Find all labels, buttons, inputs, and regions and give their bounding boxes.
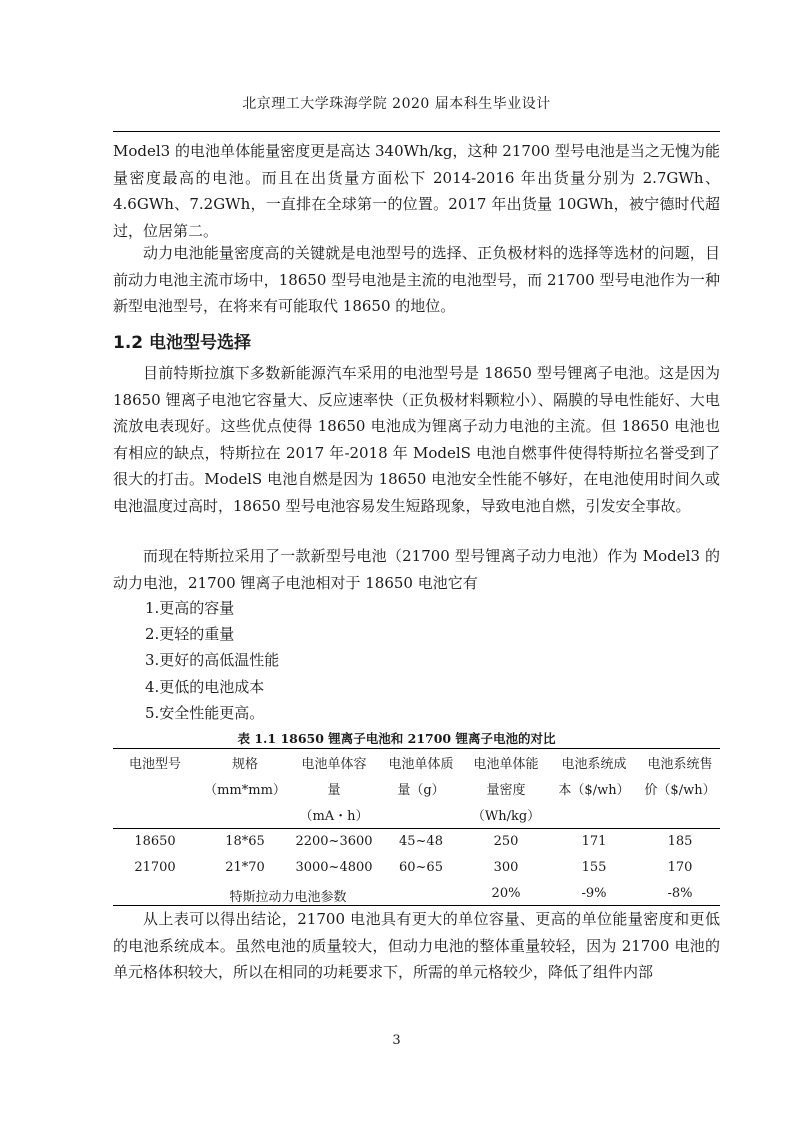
table-header-cell: 本（$/wh） bbox=[558, 783, 630, 798]
table-cell: 3000~4800 bbox=[295, 860, 373, 875]
table-cell: 45~48 bbox=[399, 834, 443, 849]
table-header-cell: 量 bbox=[327, 783, 341, 798]
table-cell: 18*65 bbox=[225, 834, 265, 849]
table-cell: 21*70 bbox=[225, 860, 265, 875]
table-cell: 250 bbox=[493, 834, 519, 849]
list-item: 2.更轻的重量 bbox=[145, 625, 235, 644]
table-header-rule bbox=[113, 828, 720, 829]
table-cell: 171 bbox=[581, 834, 607, 849]
table-header-cell: 电池系统售 bbox=[647, 757, 713, 772]
list-item: 5.安全性能更高。 bbox=[145, 703, 265, 722]
table-header-cell: （Wh/kg） bbox=[471, 809, 541, 824]
paragraph-3: 目前特斯拉旗下多数新能源汽车采用的电池型号是 18650 型号锂离子电池。这是因为 18650 锂离子电池它容量大、反应速率快（正负极材料颗粒小）、隔膜的导电性能好、大电流放电表现好。这些优点使得 18650 电池成为锂离子动力电池的主流。但 18650 电池也有相应的缺点，特斯拉在 2017 年-2018 年 ModelS 电池自燃事件使得特斯拉名誉受到了很大的打击。ModelS 电池自燃是因为 18650 电池安全性能不够好，在电池使用时间久或电池温度过高时，18650 型号电池容易发生短路现象，导致电池自燃，引发安全事故。 bbox=[113, 364, 720, 515]
page-header: 北京理工大学珠海学院 2020 届本科生毕业设计 bbox=[242, 96, 551, 112]
table-caption: 表 1.1 18650 锂离子电池和 21700 锂离子电池的对比 bbox=[237, 731, 556, 746]
table-footer-cell: -8% bbox=[667, 886, 693, 901]
page-number: 3 bbox=[392, 1033, 401, 1048]
table-header-cell: 规格 bbox=[231, 757, 258, 772]
table-top-rule bbox=[113, 748, 720, 749]
list-item: 4.更低的电池成本 bbox=[145, 677, 265, 696]
list-item: 3.更好的高低温性能 bbox=[145, 651, 280, 670]
paragraph-1: Model3 的电池单体能量密度更是高达 340Wh/kg，这种 21700 型号电池是当之无愧为能量密度最高的电池。而且在出货量方面松下 2014-2016 年出货量分别为 2.7GWh、4.6GWh、7.2GWh，一直排在全球第一的位置。2017 年出货量 10GWh，被宁德时代超过，位居第二。 bbox=[113, 142, 720, 240]
table-footer-cell: -9% bbox=[581, 886, 607, 901]
list-item: 1.更高的容量 bbox=[145, 599, 235, 617]
table-header-cell: 电池型号 bbox=[128, 757, 181, 772]
table-cell: 21700 bbox=[134, 860, 176, 875]
paragraph-4: 而现在特斯拉采用了一款新型号电池（21700 型号锂离子动力电池）作为 Model3 的动力电池，21700 锂离子电池相对于 18650 电池它有 bbox=[113, 547, 720, 592]
table-header-cell: （mA・h） bbox=[299, 809, 369, 824]
table-cell: 155 bbox=[581, 860, 607, 875]
section-title: 1.2 电池型号选择 bbox=[113, 333, 252, 353]
table-header-cell: 价（$/wh） bbox=[644, 783, 716, 798]
table-cell: 170 bbox=[667, 860, 693, 875]
table-header-cell: 电池单体质 bbox=[388, 757, 454, 772]
table-cell: 2200~3600 bbox=[295, 834, 373, 849]
table-cell: 185 bbox=[667, 834, 693, 849]
table-cell: 18650 bbox=[134, 834, 176, 849]
advantage-list bbox=[145, 595, 279, 726]
paragraph-2: 动力电池能量密度高的关键就是电池型号的选择、正负极材料的选择等选材的问题，目前动力电池主流市场中，18650 型号电池是主流的电池型号，而 21700 型号电池作为一种新型电池型号，在将来有可能取代 18650 的地位。 bbox=[113, 244, 720, 315]
table-footer-label: 特斯拉动力电池参数 bbox=[229, 890, 347, 905]
table-header-cell: 电池单体能 bbox=[473, 757, 539, 772]
table-header-cell: 电池单体容 bbox=[301, 757, 367, 772]
table-header-cell: 电池系统成 bbox=[561, 757, 627, 772]
paragraph-5: 从上表可以得出结论，21700 电池具有更大的单位容量、更高的单位能量密度和更低的电池系统成本。虽然电池的质量较大，但动力电池的整体重量较轻，因为 21700 电池的单元格体积较大，所以在相同的功耗要求下，所需的单元格较少，降低了组件内部 bbox=[113, 910, 720, 981]
table-cell: 300 bbox=[493, 860, 519, 875]
table-footer-cell: 20% bbox=[491, 886, 521, 901]
table-cell: 60~65 bbox=[399, 860, 443, 875]
table-header-cell: 量（g） bbox=[397, 783, 445, 798]
header-rule bbox=[113, 131, 720, 132]
table-header-cell: （mm*mm） bbox=[204, 783, 286, 798]
table-header-cell: 量密度 bbox=[486, 783, 526, 798]
